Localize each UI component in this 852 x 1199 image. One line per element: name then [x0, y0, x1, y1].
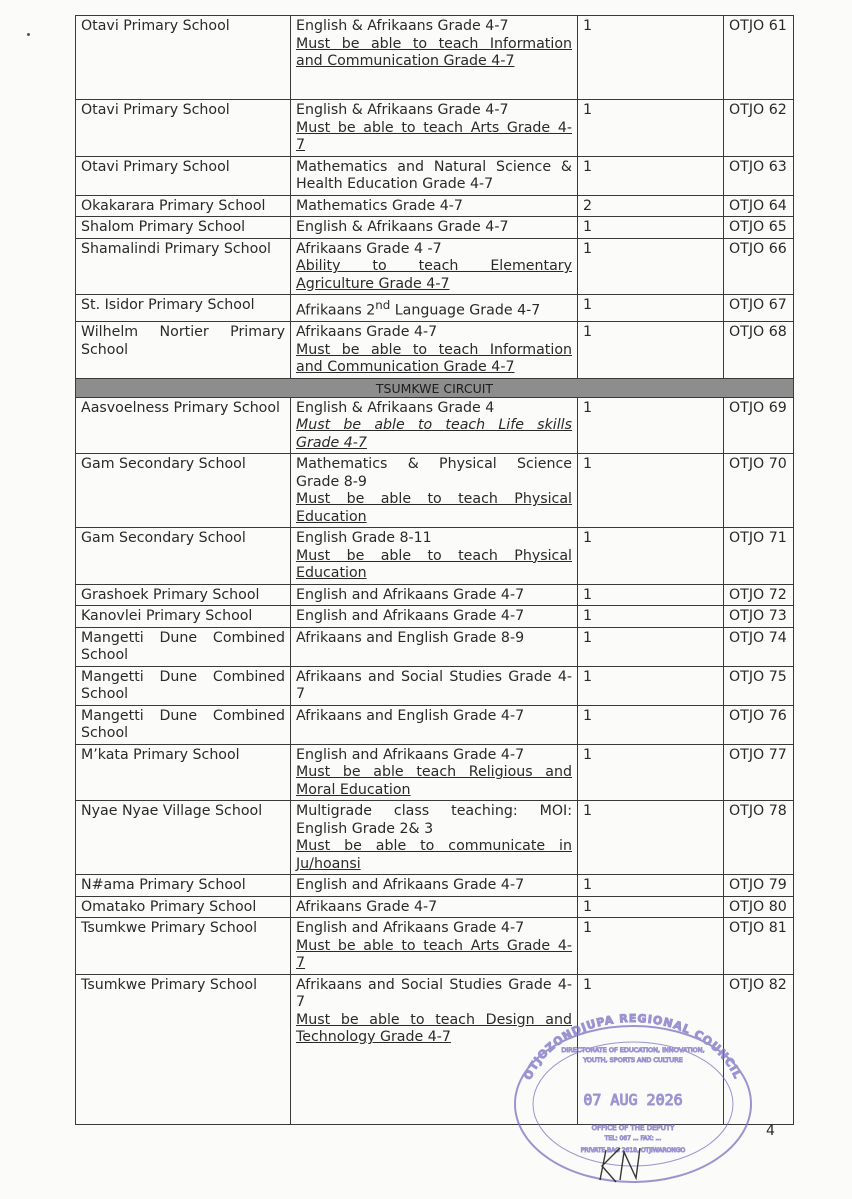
school-name: Gam Secondary School [76, 528, 291, 585]
school-name: Gam Secondary School [76, 454, 291, 528]
vacancy-row [76, 896, 794, 918]
vacancy-row [76, 606, 794, 628]
number-of-posts: 1 [578, 16, 724, 100]
vacancy-row [76, 322, 794, 379]
stamp-arc-text: OTJOZONDJUPA REGIONAL COUNCIL [521, 1012, 745, 1082]
post-code: OTJO 81 [724, 918, 794, 975]
number-of-posts: 1 [578, 627, 724, 666]
official-stamp [508, 1012, 758, 1187]
school-name: Grashoek Primary School [76, 584, 291, 606]
school-name: Otavi Primary School [76, 156, 291, 195]
requirement-note: Moral Education [296, 781, 411, 798]
page-number: 4 [766, 1123, 775, 1139]
subject-line: English Grade 2& 3 [296, 820, 434, 837]
post-code: OTJO 74 [724, 627, 794, 666]
school-name: Okakarara Primary School [76, 195, 291, 217]
requirement-note: Must be able to teach Physical [296, 491, 572, 508]
vacancy-row [76, 584, 794, 606]
subject-line: English and Afrikaans Grade 4-7 [296, 746, 525, 763]
vacancy-row [76, 195, 794, 217]
post-code: OTJO 82 [724, 974, 794, 1124]
subject-requirements [291, 195, 578, 217]
number-of-posts: 2 [578, 195, 724, 217]
stamp-box-text: PRIVATE BAG 2618, OTJIWARONGO [580, 1147, 686, 1154]
subject-requirements [291, 801, 578, 875]
vacancy-row [76, 16, 794, 100]
post-code: OTJO 70 [724, 454, 794, 528]
number-of-posts: 1 [578, 295, 724, 322]
subject-line: 7 [296, 994, 306, 1011]
requirement-note: Must be able to teach Arts Grade 4- [296, 119, 572, 136]
vacancy-row [76, 454, 794, 528]
subject-line: Afrikaans 2nd Language Grade 4-7 [296, 298, 541, 319]
post-code: OTJO 73 [724, 606, 794, 628]
subject-requirements [291, 100, 578, 157]
post-code: OTJO 65 [724, 217, 794, 239]
requirement-note: Technology Grade 4-7 [296, 1029, 451, 1046]
post-code: OTJO 69 [724, 397, 794, 454]
subject-line: 7 [296, 686, 306, 703]
subject-line: English and Afrikaans Grade 4-7 [296, 608, 525, 625]
post-code: OTJO 64 [724, 195, 794, 217]
subject-line: English & Afrikaans Grade 4-7 [296, 219, 509, 235]
school-name: Shalom Primary School [76, 217, 291, 239]
school-name: Wilhelm Nortier Primary School [76, 322, 291, 379]
requirement-note: and Communication Grade 4-7 [296, 53, 515, 69]
vacancy-row [76, 397, 794, 454]
vacancy-row [76, 875, 794, 897]
school-name: Kanovlei Primary School [76, 606, 291, 628]
requirement-note: Must be able to teach Information [296, 35, 572, 52]
number-of-posts: 1 [578, 238, 724, 295]
post-code: OTJO 61 [724, 16, 794, 100]
requirement-note: Must be able to teach Physical [296, 547, 572, 564]
requirement-note: and Communication Grade 4-7 [296, 359, 515, 376]
subject-line: Mathematics & Physical Science [296, 456, 572, 473]
subject-line: English and Afrikaans Grade 4-7 [296, 920, 525, 937]
number-of-posts: 1 [578, 918, 724, 975]
number-of-posts: 1 [578, 896, 724, 918]
requirement-note: Must be able to communicate in [296, 838, 572, 855]
subject-requirements [291, 744, 578, 801]
subject-line: English Grade 8-11 [296, 530, 432, 547]
stamp-date: 07 AUG 2026 [583, 1091, 683, 1109]
subject-line: Afrikaans Grade 4-7 [296, 898, 438, 915]
school-name: Mangetti Dune Combined School [76, 666, 291, 705]
subject-requirements [291, 705, 578, 744]
post-code: OTJO 66 [724, 238, 794, 295]
subject-requirements [291, 627, 578, 666]
number-of-posts: 1 [578, 606, 724, 628]
subject-requirements [291, 16, 578, 100]
subject-line: English & Afrikaans Grade 4-7 [296, 102, 509, 118]
subject-line: Afrikaans and Social Studies Grade 4- [296, 976, 572, 993]
vacancy-row [76, 627, 794, 666]
vacancy-row [76, 295, 794, 322]
circuit-heading-row [76, 378, 794, 397]
requirement-note: Must be able to teach Information [296, 341, 572, 358]
number-of-posts: 1 [578, 100, 724, 157]
subject-line: Mathematics and Natural Science & [296, 158, 572, 175]
number-of-posts: 1 [578, 454, 724, 528]
number-of-posts: 1 [578, 397, 724, 454]
post-code: OTJO 77 [724, 744, 794, 801]
vacancy-row [76, 801, 794, 875]
school-name: Tsumkwe Primary School [76, 974, 291, 1124]
vacancy-rows-otavi-okakarara [76, 16, 794, 379]
subject-requirements [291, 397, 578, 454]
school-name: Tsumkwe Primary School [76, 918, 291, 975]
vacancy-row [76, 918, 794, 975]
requirement-note: 7 [296, 955, 306, 972]
number-of-posts: 1 [578, 875, 724, 897]
subject-line: Afrikaans and Social Studies Grade 4- [296, 668, 572, 685]
requirement-note: Must be able to teach Design and [296, 1011, 572, 1028]
post-code: OTJO 62 [724, 100, 794, 157]
scan-speck [27, 33, 30, 36]
subject-line: Multigrade class teaching: MOI: [296, 803, 572, 820]
circuit-heading: TSUMKWE CIRCUIT [76, 378, 794, 397]
school-name: Omatako Primary School [76, 896, 291, 918]
post-code: OTJO 72 [724, 584, 794, 606]
subject-requirements [291, 896, 578, 918]
stamp-directorate-text: DIRECTORATE OF EDUCATION, INNOVATION, [561, 1046, 705, 1054]
school-name: Mangetti Dune Combined School [76, 705, 291, 744]
subject-requirements [291, 322, 578, 379]
school-name: N#ama Primary School [76, 875, 291, 897]
subject-line: Afrikaans and English Grade 8-9 [296, 629, 525, 646]
vacancy-row [76, 156, 794, 195]
subject-line: Health Education Grade 4-7 [296, 176, 494, 192]
school-name: Otavi Primary School [76, 16, 291, 100]
school-name: Otavi Primary School [76, 100, 291, 157]
subject-requirements [291, 295, 578, 322]
post-code: OTJO 76 [724, 705, 794, 744]
stamp-office-text: OFFICE OF THE DEPUTY [591, 1124, 675, 1132]
vacancy-row [76, 217, 794, 239]
subject-line: Grade 8-9 [296, 473, 367, 490]
post-code: OTJO 75 [724, 666, 794, 705]
vacancy-row [76, 666, 794, 705]
number-of-posts: 1 [578, 705, 724, 744]
number-of-posts: 1 [578, 744, 724, 801]
subject-line: Afrikaans Grade 4 -7 [296, 240, 442, 257]
post-code: OTJO 79 [724, 875, 794, 897]
school-name: Nyae Nyae Village School [76, 801, 291, 875]
requirement-note: Ju/hoansi [296, 855, 361, 872]
subject-requirements [291, 217, 578, 239]
number-of-posts: 1 [578, 974, 724, 1124]
subject-requirements [291, 156, 578, 195]
post-code: OTJO 67 [724, 295, 794, 322]
subject-line: English and Afrikaans Grade 4-7 [296, 586, 525, 603]
vacancy-row [76, 705, 794, 744]
school-name: Aasvoelness Primary School [76, 397, 291, 454]
subject-requirements [291, 454, 578, 528]
requirement-note: 7 [296, 137, 306, 153]
school-name: Mangetti Dune Combined School [76, 627, 291, 666]
number-of-posts: 1 [578, 217, 724, 239]
subject-line: Mathematics Grade 4-7 [296, 197, 463, 214]
subject-requirements [291, 875, 578, 897]
stamp-division-text: YOUTH, SPORTS AND CULTURE [583, 1056, 683, 1064]
number-of-posts: 1 [578, 801, 724, 875]
vacancy-row [76, 100, 794, 157]
vacancy-row [76, 744, 794, 801]
vacancy-row [76, 238, 794, 295]
requirement-note: Agriculture Grade 4-7 [296, 275, 450, 292]
vacancy-row [76, 528, 794, 585]
stamp-tel-text: TEL: 067 ... FAX: ... [604, 1135, 662, 1142]
post-code: OTJO 63 [724, 156, 794, 195]
requirement-note: Must be able teach Religious and [296, 764, 572, 781]
subject-line: English and Afrikaans Grade 4-7 [296, 877, 525, 894]
post-code: OTJO 80 [724, 896, 794, 918]
number-of-posts: 1 [578, 528, 724, 585]
post-code: OTJO 71 [724, 528, 794, 585]
subject-line: English & Afrikaans Grade 4 [296, 399, 495, 416]
requirement-note: Education [296, 565, 367, 582]
vacancy-table [75, 15, 794, 1125]
requirement-note: Must be able to teach Life skills [296, 417, 572, 434]
school-name: St. Isidor Primary School [76, 295, 291, 322]
post-code: OTJO 68 [724, 322, 794, 379]
subject-requirements [291, 918, 578, 975]
subject-requirements [291, 606, 578, 628]
subject-requirements [291, 528, 578, 585]
requirement-note: Education [296, 508, 367, 525]
subject-requirements [291, 584, 578, 606]
subject-line: Afrikaans Grade 4-7 [296, 324, 438, 341]
school-name: Shamalindi Primary School [76, 238, 291, 295]
number-of-posts: 1 [578, 156, 724, 195]
subject-requirements [291, 666, 578, 705]
post-code: OTJO 78 [724, 801, 794, 875]
number-of-posts: 1 [578, 584, 724, 606]
requirement-note: Grade 4-7 [296, 434, 367, 451]
subject-requirements [291, 238, 578, 295]
requirement-note: Ability to teach Elementary [296, 258, 572, 274]
school-name: M’kata Primary School [76, 744, 291, 801]
number-of-posts: 1 [578, 666, 724, 705]
subject-line: English & Afrikaans Grade 4-7 [296, 18, 509, 34]
requirement-note: Must be able to teach Arts Grade 4- [296, 937, 572, 954]
number-of-posts: 1 [578, 322, 724, 379]
subject-line: Afrikaans and English Grade 4-7 [296, 707, 525, 724]
